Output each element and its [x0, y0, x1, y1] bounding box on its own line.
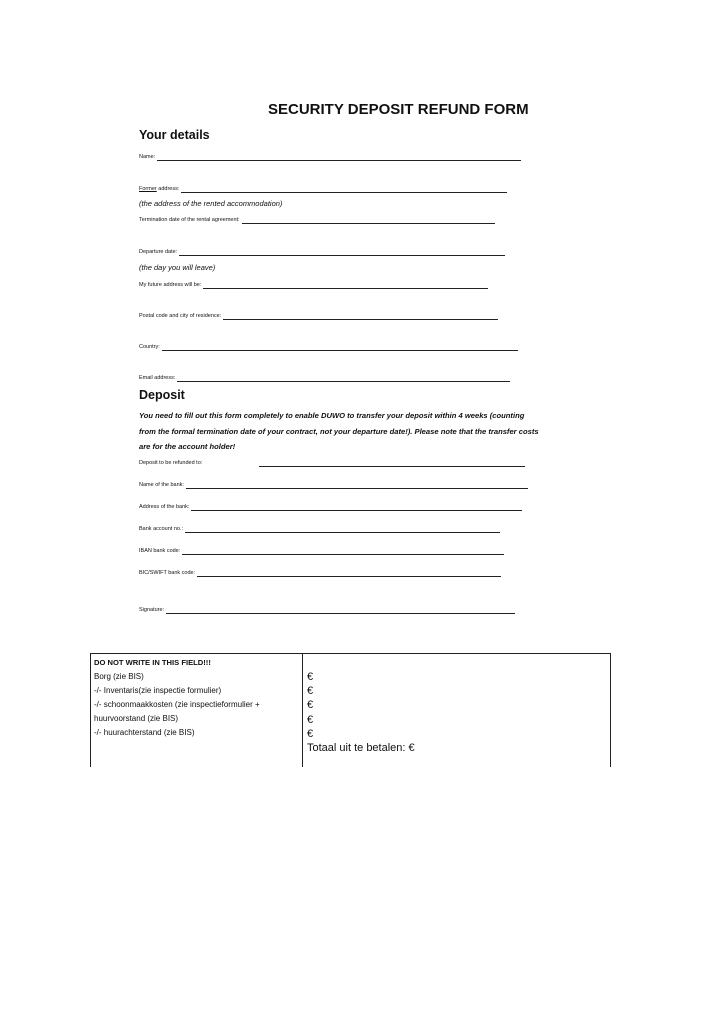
bank-address-line[interactable]	[191, 502, 522, 511]
office-table-right-column	[307, 670, 415, 755]
departure-date-line[interactable]	[179, 247, 505, 256]
departure-date-label: Departure date:	[139, 249, 178, 255]
euro-amount-cell: €	[307, 699, 314, 712]
deposit-instructions-line-2: from the formal termination date of your contract, not your departure date!). Please note that the transfer costs	[139, 426, 539, 436]
country-label: Country:	[139, 344, 160, 350]
country-field[interactable]	[139, 339, 518, 351]
total-amount-cell: Totaal uit te betalen: €	[307, 741, 415, 754]
euro-amount-cell: €	[307, 671, 314, 683]
office-table-row: -/- huurachterstand (zie BIS)	[94, 728, 195, 737]
postal-code-field[interactable]	[139, 308, 498, 320]
table-border-right	[610, 653, 611, 767]
office-table-row: huurvoorstand (zie BIS)	[94, 714, 179, 723]
termination-date-label: Termination date of the rental agreement:	[139, 217, 240, 223]
former-address-line[interactable]	[181, 184, 507, 193]
former-underlined: Former	[139, 186, 157, 192]
termination-date-field[interactable]	[139, 212, 495, 224]
euro-amount-cell: €	[307, 713, 314, 726]
email-field[interactable]	[139, 370, 510, 382]
country-line[interactable]	[162, 342, 518, 351]
signature-field[interactable]	[139, 602, 515, 614]
bic-line[interactable]	[197, 568, 501, 577]
bic-label: BIC/SWIFT bank code:	[139, 570, 196, 576]
former-address-label-rest: address:	[156, 186, 180, 192]
account-no-field[interactable]	[139, 521, 500, 533]
euro-amount-cell: €	[307, 685, 314, 698]
future-address-line[interactable]	[203, 280, 488, 289]
form-title: SECURITY DEPOSIT REFUND FORM	[268, 101, 529, 118]
refunded-to-label: Deposit to be refunded to:	[139, 460, 203, 466]
euro-amount-cell: €	[307, 727, 314, 740]
bank-name-label: Name of the bank:	[139, 482, 184, 488]
your-details-heading: Your details	[139, 128, 210, 142]
former-address-label	[139, 186, 179, 193]
email-label: Email address:	[139, 375, 176, 381]
bank-address-field[interactable]	[139, 499, 522, 511]
email-line[interactable]	[177, 373, 510, 382]
office-table-row: -/- schoonmaakkosten (zie inspectieformulier +	[94, 700, 260, 709]
bank-address-label: Address of the bank:	[139, 504, 190, 510]
name-field[interactable]	[139, 149, 521, 161]
iban-line[interactable]	[182, 546, 504, 555]
deposit-instructions-line-3: are for the account holder!	[139, 442, 236, 451]
deposit-heading: Deposit	[139, 388, 185, 402]
office-table-row: -/- Inventaris(zie inspectie formulier)	[94, 686, 222, 695]
future-address-label: My future address will be:	[139, 282, 202, 288]
signature-label: Signature:	[139, 607, 165, 613]
table-border-left	[90, 653, 91, 767]
office-use-table	[90, 653, 611, 767]
refunded-to-field[interactable]	[139, 455, 525, 467]
office-table-header: DO NOT WRITE IN THIS FIELD!!!	[94, 658, 211, 667]
table-border-middle	[302, 653, 303, 767]
departure-date-field[interactable]	[139, 244, 505, 256]
bank-name-line[interactable]	[186, 480, 528, 489]
iban-field[interactable]	[139, 543, 504, 555]
office-table-row: Borg (zie BIS)	[94, 672, 144, 681]
iban-label: IBAN bank code:	[139, 548, 181, 554]
name-line[interactable]	[157, 152, 521, 161]
bic-field[interactable]	[139, 565, 501, 577]
future-address-field[interactable]	[139, 277, 488, 289]
termination-date-line[interactable]	[242, 215, 495, 224]
bank-name-field[interactable]	[139, 477, 528, 489]
former-address-note: (the address of the rented accommodation)	[139, 199, 283, 208]
deposit-instructions	[139, 408, 539, 455]
former-address-field[interactable]	[139, 181, 507, 193]
departure-note: (the day you will leave)	[139, 263, 216, 272]
refunded-to-line[interactable]	[259, 458, 525, 467]
account-no-line[interactable]	[185, 524, 500, 533]
office-table-left-column	[94, 656, 299, 740]
account-no-label: Bank account no.:	[139, 526, 184, 532]
postal-code-line[interactable]	[223, 311, 498, 320]
postal-code-label: Postal code and city of residence:	[139, 313, 222, 319]
deposit-instructions-line-1: You need to fill out this form completely to enable DUWO to transfer your deposit within 4 weeks (counting	[139, 411, 525, 420]
signature-line[interactable]	[166, 605, 515, 614]
table-border-top	[90, 653, 611, 654]
name-label: Name:	[139, 154, 156, 160]
